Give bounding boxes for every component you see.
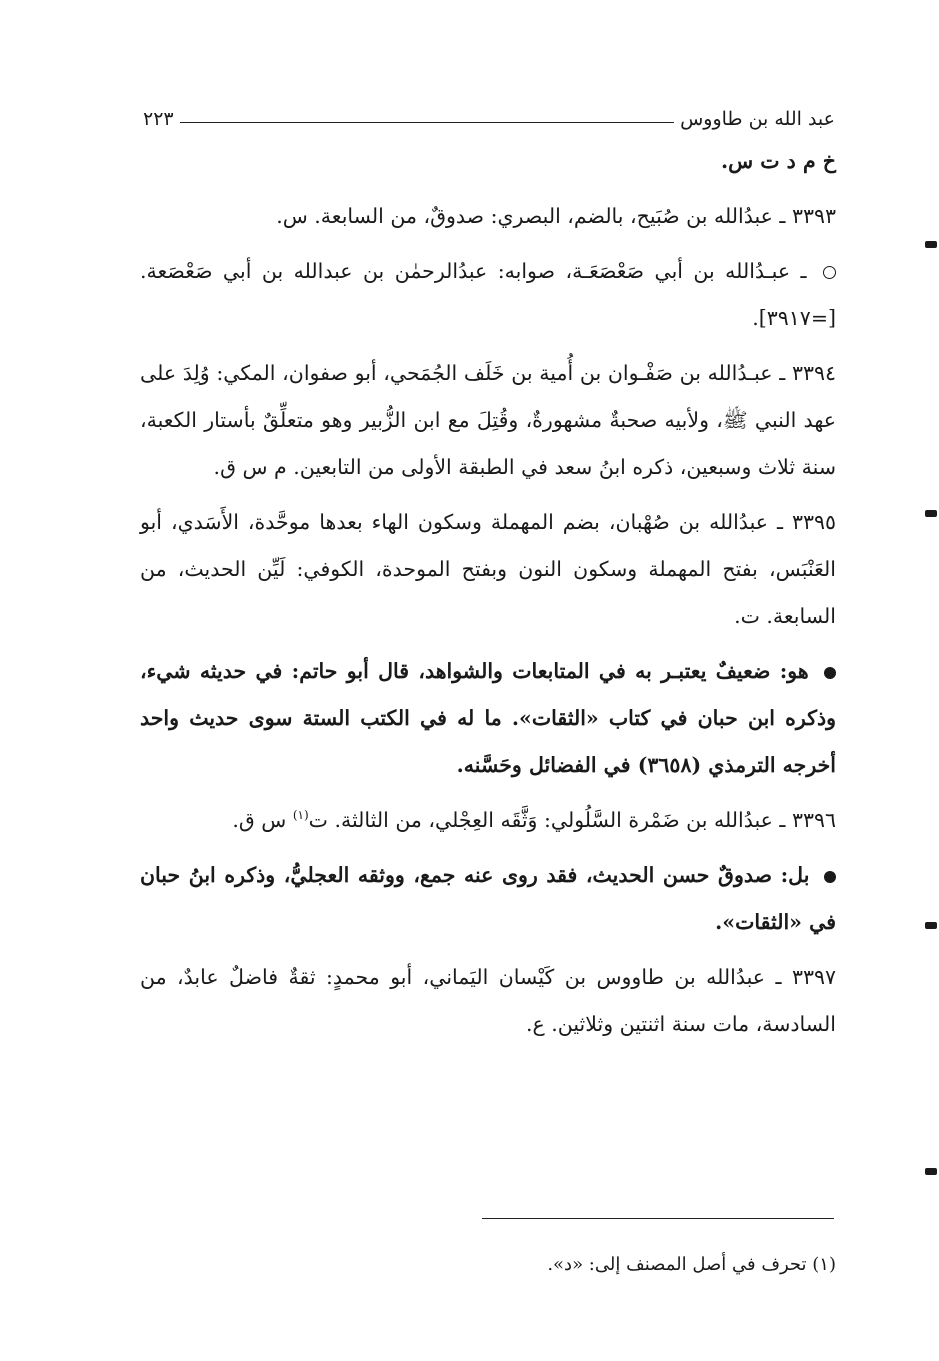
cross-reference-entry — [140, 248, 836, 342]
comment-text: بل: صدوقٌ حسن الحديث، فقد روى عنه جمع، ووثقه العجليُّ، وذكره ابنُ حبان في «الثقات». — [140, 863, 836, 934]
continuation-line — [140, 138, 836, 185]
entry-text: ـ عبدُالله بن طاووس بن كَيْسان اليَماني، أبو محمدٍ: ثقةٌ فاضلٌ عابدٌ، من السادسة، مات سنة اثنتين وثلاثين. ع. — [140, 965, 836, 1036]
entry-tail: س ق. — [232, 808, 293, 832]
footnote — [140, 1250, 836, 1280]
entry-3395 — [140, 499, 836, 640]
footnote-ref: (١) — [292, 808, 309, 823]
entry-number: ٣٣٩٣ — [791, 204, 836, 228]
entry-number: ٣٣٩٦ — [791, 808, 836, 832]
entry-number: ٣٣٩٤ — [791, 361, 836, 385]
editor-comment-3396 — [140, 852, 836, 946]
continuation-text: خ م د ت س. — [720, 149, 836, 173]
entry-3393 — [140, 193, 836, 240]
page-number: ٢٢٣ — [143, 108, 174, 130]
entry-number: ٣٣٩٥ — [791, 510, 836, 534]
filled-circle-icon — [824, 667, 836, 679]
entry-3397 — [140, 954, 836, 1048]
entry-3396 — [140, 797, 836, 844]
comment-text: هو: ضعيفٌ يعتبـر به في المتابعات والشواهد، قال أبو حاتم: في حديثه شيء، وذكره ابن حبان في كتاب «الثقات». ما له في الكتب الستة سوى حديث واحد أخرجه الترمذي (٣٦٥٨) في الفضائل وحَسَّنه. — [140, 659, 836, 777]
running-title: عبد الله بن طاووس — [680, 108, 835, 130]
entry-number: ٣٣٩٧ — [791, 965, 836, 989]
footnote-text: (١) تحرف في أصل المصنف إلى: «د». — [547, 1254, 836, 1275]
margin-mark — [925, 510, 937, 517]
entry-text: ـ عبدُالله بن صُبَيح، بالضم، البصري: صدوقٌ، من السابعة. س. — [276, 204, 786, 228]
entry-text: ـ عبـدُالله بن أبي صَعْصَعَـة، صوابه: عبدُالرحمٰن بن عبدالله بن أبي صَعْصَعة. [=٣٩١٧]. — [140, 259, 836, 330]
page-body — [140, 138, 836, 1056]
filled-circle-icon — [824, 871, 836, 883]
entry-3394 — [140, 350, 836, 491]
editor-comment-3395 — [140, 648, 836, 789]
footnote-separator — [482, 1218, 834, 1219]
entry-text: ـ عبـدُالله بن صَفْـوان بن أُمية بن خَلَف الجُمَحي، أبو صفوان، المكي: وُلِدَ على عهد النبي ﷺ، ولأبيه صحبةٌ مشهورةٌ، وقُتِلَ مع ابن الزُّبير وهو متعلِّقٌ بأستار الكعبة، سنة ثلاث وسبعين، ذكره ابنُ سعد في الطبقة الأولى من التابعين. م س ق. — [140, 361, 836, 479]
entry-text: ـ عبدُالله بن ضَمْرة السَّلُولي: وَثَّقَه العِجْلي، من الثالثة. ت — [308, 808, 786, 832]
header-rule — [180, 122, 674, 123]
margin-mark — [925, 241, 937, 248]
open-circle-icon — [823, 266, 836, 279]
margin-mark — [925, 922, 937, 929]
entry-text: ـ عبدُالله بن صُهْبان، بضم المهملة وسكون الهاء بعدها موحَّدة، الأَسَدي، أبو العَنْبَس، بفتح المهملة وسكون النون وبفتح الموحدة، الكوفي: لَيِّن الحديث، من السابعة. ت. — [140, 510, 836, 628]
page-header — [143, 100, 835, 130]
margin-mark — [925, 1168, 937, 1175]
